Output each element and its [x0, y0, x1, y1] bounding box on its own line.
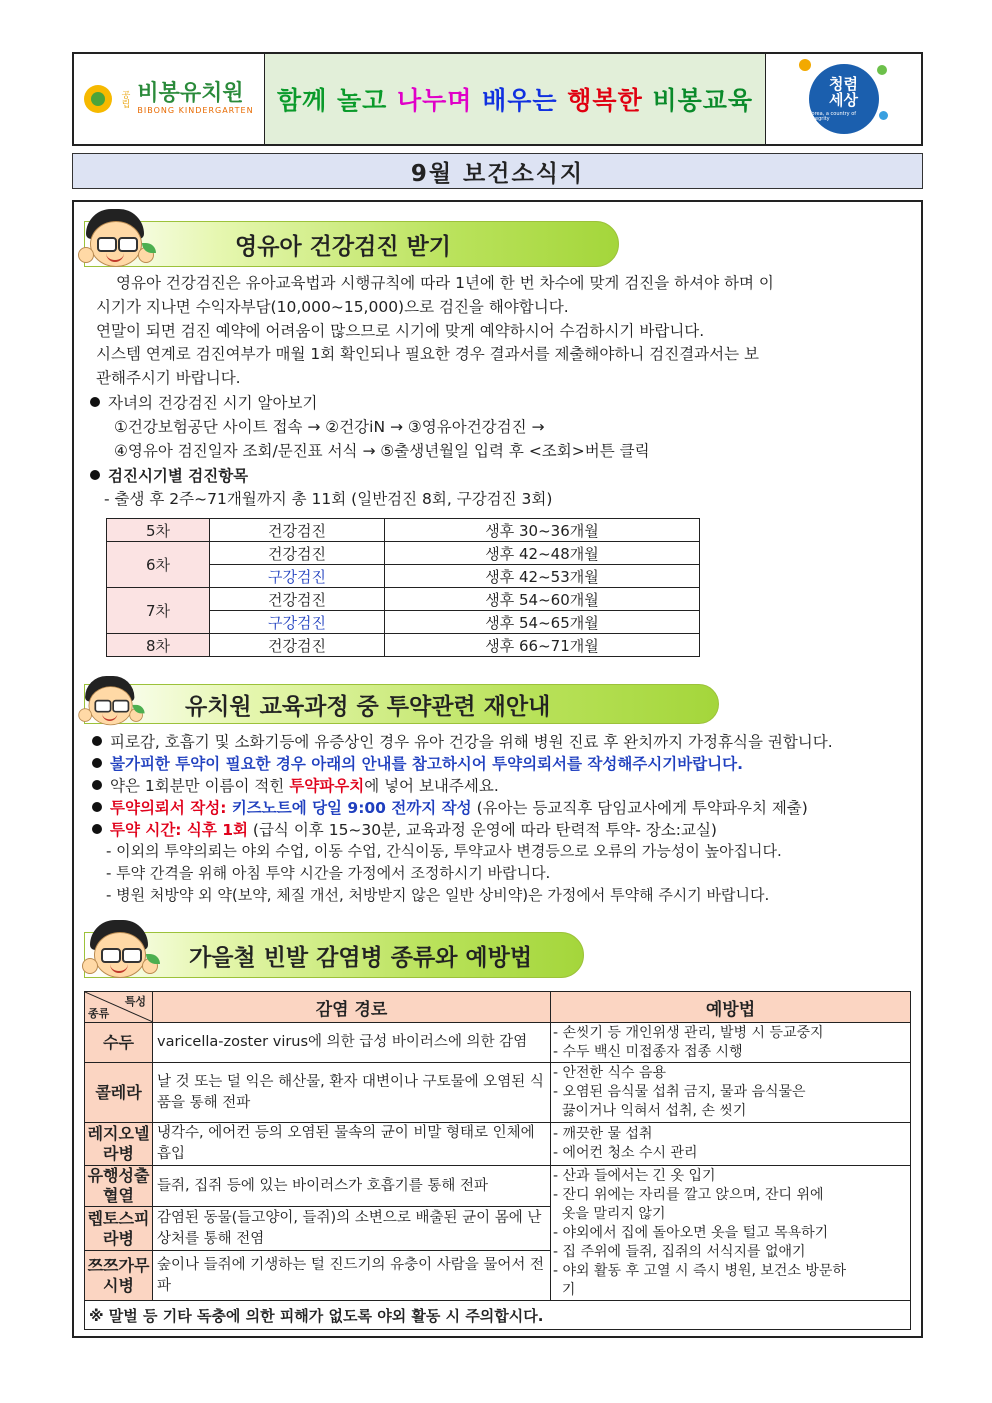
infection-table — [84, 991, 911, 1330]
checkup-steps-1: ①건강보험공단 사이트 접속 → ②건강iN → ③영유아건강검진 → — [114, 418, 545, 436]
disease-route: 감염된 동물(들고양이, 들쥐)의 소변으로 배출된 균이 몸에 난 상처를 통해 전염 — [153, 1207, 551, 1251]
prevention-varicella: - 손씻기 등 개인위생 관리, 발병 시 등교중지 - 수두 백신 미접종자 접종 시행 — [551, 1023, 911, 1063]
checkup-para-2: 시기가 지나면 수익자부담(10,000~15,000)으로 검진을 해야합니다. — [96, 298, 569, 316]
med-bullet-1: 피로감, 호흡기 및 소화기등에 유증상인 경우 유아 건강을 위해 병원 진료 후 완치까지 가정휴식을 권합니다. — [92, 731, 833, 753]
checkup-para-1: 영유아 건강검진은 유아교육법과 시행규칙에 따라 1년에 한 번 차수에 맞게 검진을 하셔야 하며 이 — [116, 274, 774, 292]
kid-character-icon — [80, 209, 150, 271]
med-detail-1: - 이외의 투약의뢰는 야외 수업, 이동 수업, 간식이동, 투약교사 변경등으로 오류의 가능성이 높아집니다. — [106, 842, 782, 860]
checkup-type: 구강검진 — [210, 611, 385, 634]
checkup-age: 생후 42~48개월 — [385, 542, 700, 565]
disease-route: 냉각수, 에어컨 등의 오염된 물속의 균이 비말 형태로 인체에 흡입 — [153, 1123, 551, 1166]
checkup-round: 6차 — [107, 542, 210, 588]
med-bullet-5: 투약 시간: 식후 1회 (급식 이후 15~30분, 교육과정 운영에 따라 탄력적 투약- 장소:교실) — [92, 819, 717, 841]
disease-name: 콜레라 — [85, 1063, 153, 1123]
disease-name: 유행성출혈열 — [85, 1166, 153, 1207]
disease-route: 숲이나 들쥐에 기생하는 털 진드기의 유충이 사람을 물어서 전파 — [153, 1251, 551, 1301]
checkup-type: 구강검진 — [210, 565, 385, 588]
prevention-legionella: - 깨끗한 물 섭취 - 에어컨 청소 수시 관리 — [551, 1123, 911, 1166]
header — [72, 52, 923, 146]
checkup-para-5: 관해주시기 바랍니다. — [96, 369, 241, 387]
table-row — [107, 542, 700, 565]
slogan-part: 함께 놀고 — [276, 86, 397, 115]
disease-name: 수두 — [85, 1023, 153, 1063]
integrity-seal — [766, 54, 921, 144]
bullet-checkup-schedule: 자녀의 건강검진 시기 알아보기 — [90, 392, 317, 414]
prevention-cholera: - 안전한 식수 음용 - 오염된 음식물 섭취 금지, 물과 음식물은 끓이거나 익혀서 섭취, 손 씻기 — [551, 1063, 911, 1123]
checkup-age: 생후 54~60개월 — [385, 588, 700, 611]
logo-en: BIBONG KINDERGARTEN — [137, 106, 254, 115]
logo-main: 비봉유치원 — [137, 81, 244, 106]
checkup-type: 건강검진 — [210, 634, 385, 657]
checkup-round: 8차 — [107, 634, 210, 657]
prevention-outdoor: - 산과 들에서는 긴 옷 입기 - 잔디 위에는 자리를 깔고 앉으며, 잔디 위에 옷을 말리지 않기 - 야외에서 집에 돌아오면 옷을 털고 목욕하기 - 집 주위에 들쥐, 집쥐의 서식지를 없애기 - 야외 활동 후 고열 시 즉시 병원, 보건소 방문하 기 — [551, 1166, 911, 1301]
slogan — [265, 54, 766, 144]
section-heading-medication: 유치원 교육과정 중 투약관련 재안내 — [84, 684, 719, 724]
slogan-part: 비봉교육 — [652, 86, 754, 115]
disease-name: 렙토스피라병 — [85, 1207, 153, 1251]
col-header-route: 감염 경로 — [153, 992, 551, 1023]
checkup-count: - 출생 후 2주~71개월까지 총 11회 (일반검진 8회, 구강검진 3회) — [104, 490, 553, 508]
disease-route: varicella-zoster virus에 의한 급성 바이러스에 의한 감염 — [153, 1023, 551, 1063]
section-heading-checkup: 영유아 건강검진 받기 — [84, 221, 619, 267]
col-header-prevention: 예방법 — [551, 992, 911, 1023]
med-bullet-2: 불가피한 투약이 필요한 경우 아래의 안내를 참고하시어 투약의뢰서를 작성해주시기바랍니다. — [92, 753, 743, 775]
checkup-type: 건강검진 — [210, 588, 385, 611]
logo-icon — [84, 85, 112, 113]
page-title: 9월 보건소식지 — [72, 153, 923, 189]
table-row — [107, 519, 700, 542]
kindergarten-logo — [74, 54, 265, 144]
med-detail-2: - 투약 간격을 위해 아침 투약 시간을 가정에서 조정하시기 바랍니다. — [106, 864, 551, 882]
med-bullet-3: 약은 1회분만 이름이 적힌 투약파우치에 넣어 보내주세요. — [92, 775, 499, 797]
slogan-part: 배우는 — [482, 86, 568, 115]
checkup-age: 생후 42~53개월 — [385, 565, 700, 588]
checkup-age: 생후 30~36개월 — [385, 519, 700, 542]
disease-name: 레지오넬라병 — [85, 1123, 153, 1166]
checkup-para-3: 연말이 되면 검진 예약에 어려움이 많으므로 시기에 맞게 예약하시어 수검하시기 바랍니다. — [96, 322, 705, 340]
slogan-part: 행복한 — [567, 86, 653, 115]
seal-icon: 청렴 세상 Korea, a country of integrity — [809, 64, 879, 134]
table-row — [107, 634, 700, 657]
kid-character-icon — [84, 920, 154, 982]
disease-name: 쯔쯔가무시병 — [85, 1251, 153, 1301]
checkup-age: 생후 66~71개월 — [385, 634, 700, 657]
checkup-type: 건강검진 — [210, 542, 385, 565]
footer-note: ※ 말벌 등 기타 독충에 의한 피해가 없도록 야외 활동 시 주의합시다. — [85, 1301, 911, 1330]
checkup-para-4: 시스템 연계로 검진여부가 매월 1회 확인되나 필요한 경우 결과서를 제출해야하니 검진결과서는 보 — [96, 345, 759, 363]
disease-route: 날 것 또는 덜 익은 해산물, 환자 대변이나 구토물에 오염된 식품을 통해 전파 — [153, 1063, 551, 1123]
section-heading-infection: 가을철 빈발 감염병 종류와 예방법 — [84, 932, 584, 978]
slogan-part: 나누며 — [396, 86, 483, 115]
checkup-age: 생후 54~65개월 — [385, 611, 700, 634]
checkup-round: 7차 — [107, 588, 210, 634]
checkup-type: 건강검진 — [210, 519, 385, 542]
checkup-steps-2: ④영유아 검진일자 조회/문진표 서식 → ⑤출생년월일 입력 후 <조회>버튼 클릭 — [114, 442, 650, 460]
checkup-round: 5차 — [107, 519, 210, 542]
logo-sub: 공립 — [119, 90, 130, 108]
kid-character-icon — [80, 676, 140, 729]
checkup-table — [106, 518, 700, 657]
table-row — [107, 588, 700, 611]
table-corner: 특성 종류 — [85, 992, 153, 1023]
disease-route: 들쥐, 집쥐 등에 있는 바이러스가 호흡기를 통해 전파 — [153, 1166, 551, 1207]
bullet-checkup-items: 검진시기별 검진항목 — [90, 465, 248, 487]
med-bullet-4: 투약의뢰서 작성: 키즈노트에 당일 9:00 전까지 작성 (유아는 등교직후 담임교사에게 투약파우치 제출) — [92, 797, 808, 819]
med-detail-3: - 병원 처방약 외 약(보약, 체질 개선, 처방받지 않은 일반 상비약)은 가정에서 투약해 주시기 바랍니다. — [106, 886, 770, 904]
